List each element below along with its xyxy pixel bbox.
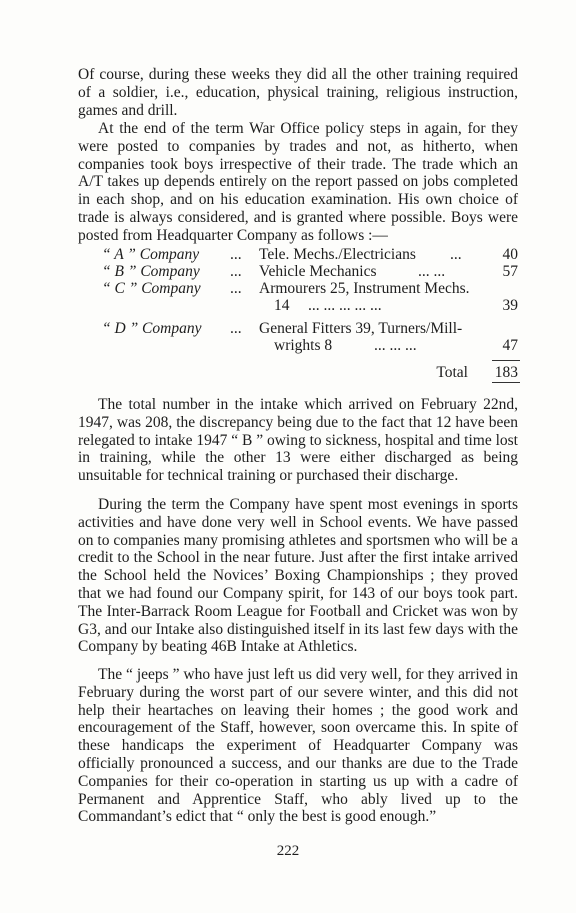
table-row [78,320,520,337]
leader-dots: ... ... ... ... ... [308,297,382,314]
page-number: 222 [276,843,300,859]
leader-dots: ... [230,320,242,337]
count-value: 57 [502,263,518,280]
company-name: “ D ” Company [102,320,202,337]
leader-dots: ... [230,246,242,263]
postings-table [78,246,520,380]
total-value: 183 [494,364,518,381]
paragraph-sports: During the term the Company have spent most evenings in sports activities and have done very well in School events. We have passed on to companies many promising athletes and sportsmen who will be a credit to the School in the near future. Just after the first intake arrived the School held the Novices’ Boxing Championships ; they proved that we had found our Company spirit, for 143 of our boys took part. The Inter-Barrack Room League for Football and Cricket was won by G3, and our Intake also distinguished itself in its last few days with the Company by beating 46B Intake at Athletics. [78,496,518,656]
leader-dots: ... [450,246,462,263]
trade-name: General Fitters 39, Turners/Mill- [259,320,463,337]
total-label: Total [436,364,468,381]
table-row-continuation [78,297,520,314]
table-row-continuation [78,337,520,354]
trade-name-continued: wrights 8 [274,337,333,354]
trade-name: Vehicle Mechanics [259,263,377,280]
total-row [78,360,520,380]
sum-rule [492,360,520,361]
table-row [78,246,520,263]
company-name: “ B ” Company [102,263,200,280]
leader-dots: ... ... [418,263,446,280]
company-name: “ C ” Company [102,280,201,297]
count-value: 47 [502,337,518,354]
leader-dots: ... ... ... [374,337,417,354]
paragraph-jeeps: The “ jeeps ” who have just left us did very well, for they arrived in February during the worst part of our severe winter, and this did not help their heartaches on leaving their homes ; the good work and encouragement of the Staff, however, soon overcame this. In spite of these handicaps the experiment of Headquarter Company was officially pronounced a success, and our thanks are due to the Trade Companies for their co-operation in starting us up with a cadre of Permanent and Apprentice Staff, who ably lived up to the Commandant’s edict that “ only the best is good enough.” [78,666,518,826]
trade-name-continued: 14 [274,297,290,314]
trade-name: Armourers 25, Instrument Mechs. [259,280,470,297]
sum-rule [492,382,520,383]
company-name: “ A ” Company [102,246,200,263]
paragraph-intake-total: The total number in the intake which arrived on February 22nd, 1947, was 208, the discrepancy being due to the fact that 12 have been relegated to intake 1947 “ B ” owing to sickness, hospital and time lost in training, while the other 13 were either discharged as being unsuitable for technical training or purchased their discharge. [78,396,518,485]
paragraph-war-office-policy: At the end of the term War Office policy steps in again, for they were posted to companies by trades and not, as hitherto, when companies took boys irrespective of their trade. The trade which an A/T takes up depends entirely on the report passed on jobs completed in each shop, and on his education examination. His own choice of trade is always considered, and is granted where possible. Boys were posted from Headquarter Company as follows :— [78,120,518,244]
leader-dots: ... [230,263,242,280]
count-value: 39 [502,297,518,314]
paragraph-training: Of course, during these weeks they did all the other training required of a soldier, i.e., education, physical training, religious instruction, games and drill. [78,66,518,119]
table-row [78,280,520,297]
leader-dots: ... [230,280,242,297]
count-value: 40 [502,246,518,263]
trade-name: Tele. Mechs./Electricians [259,246,416,263]
table-row [78,263,520,280]
